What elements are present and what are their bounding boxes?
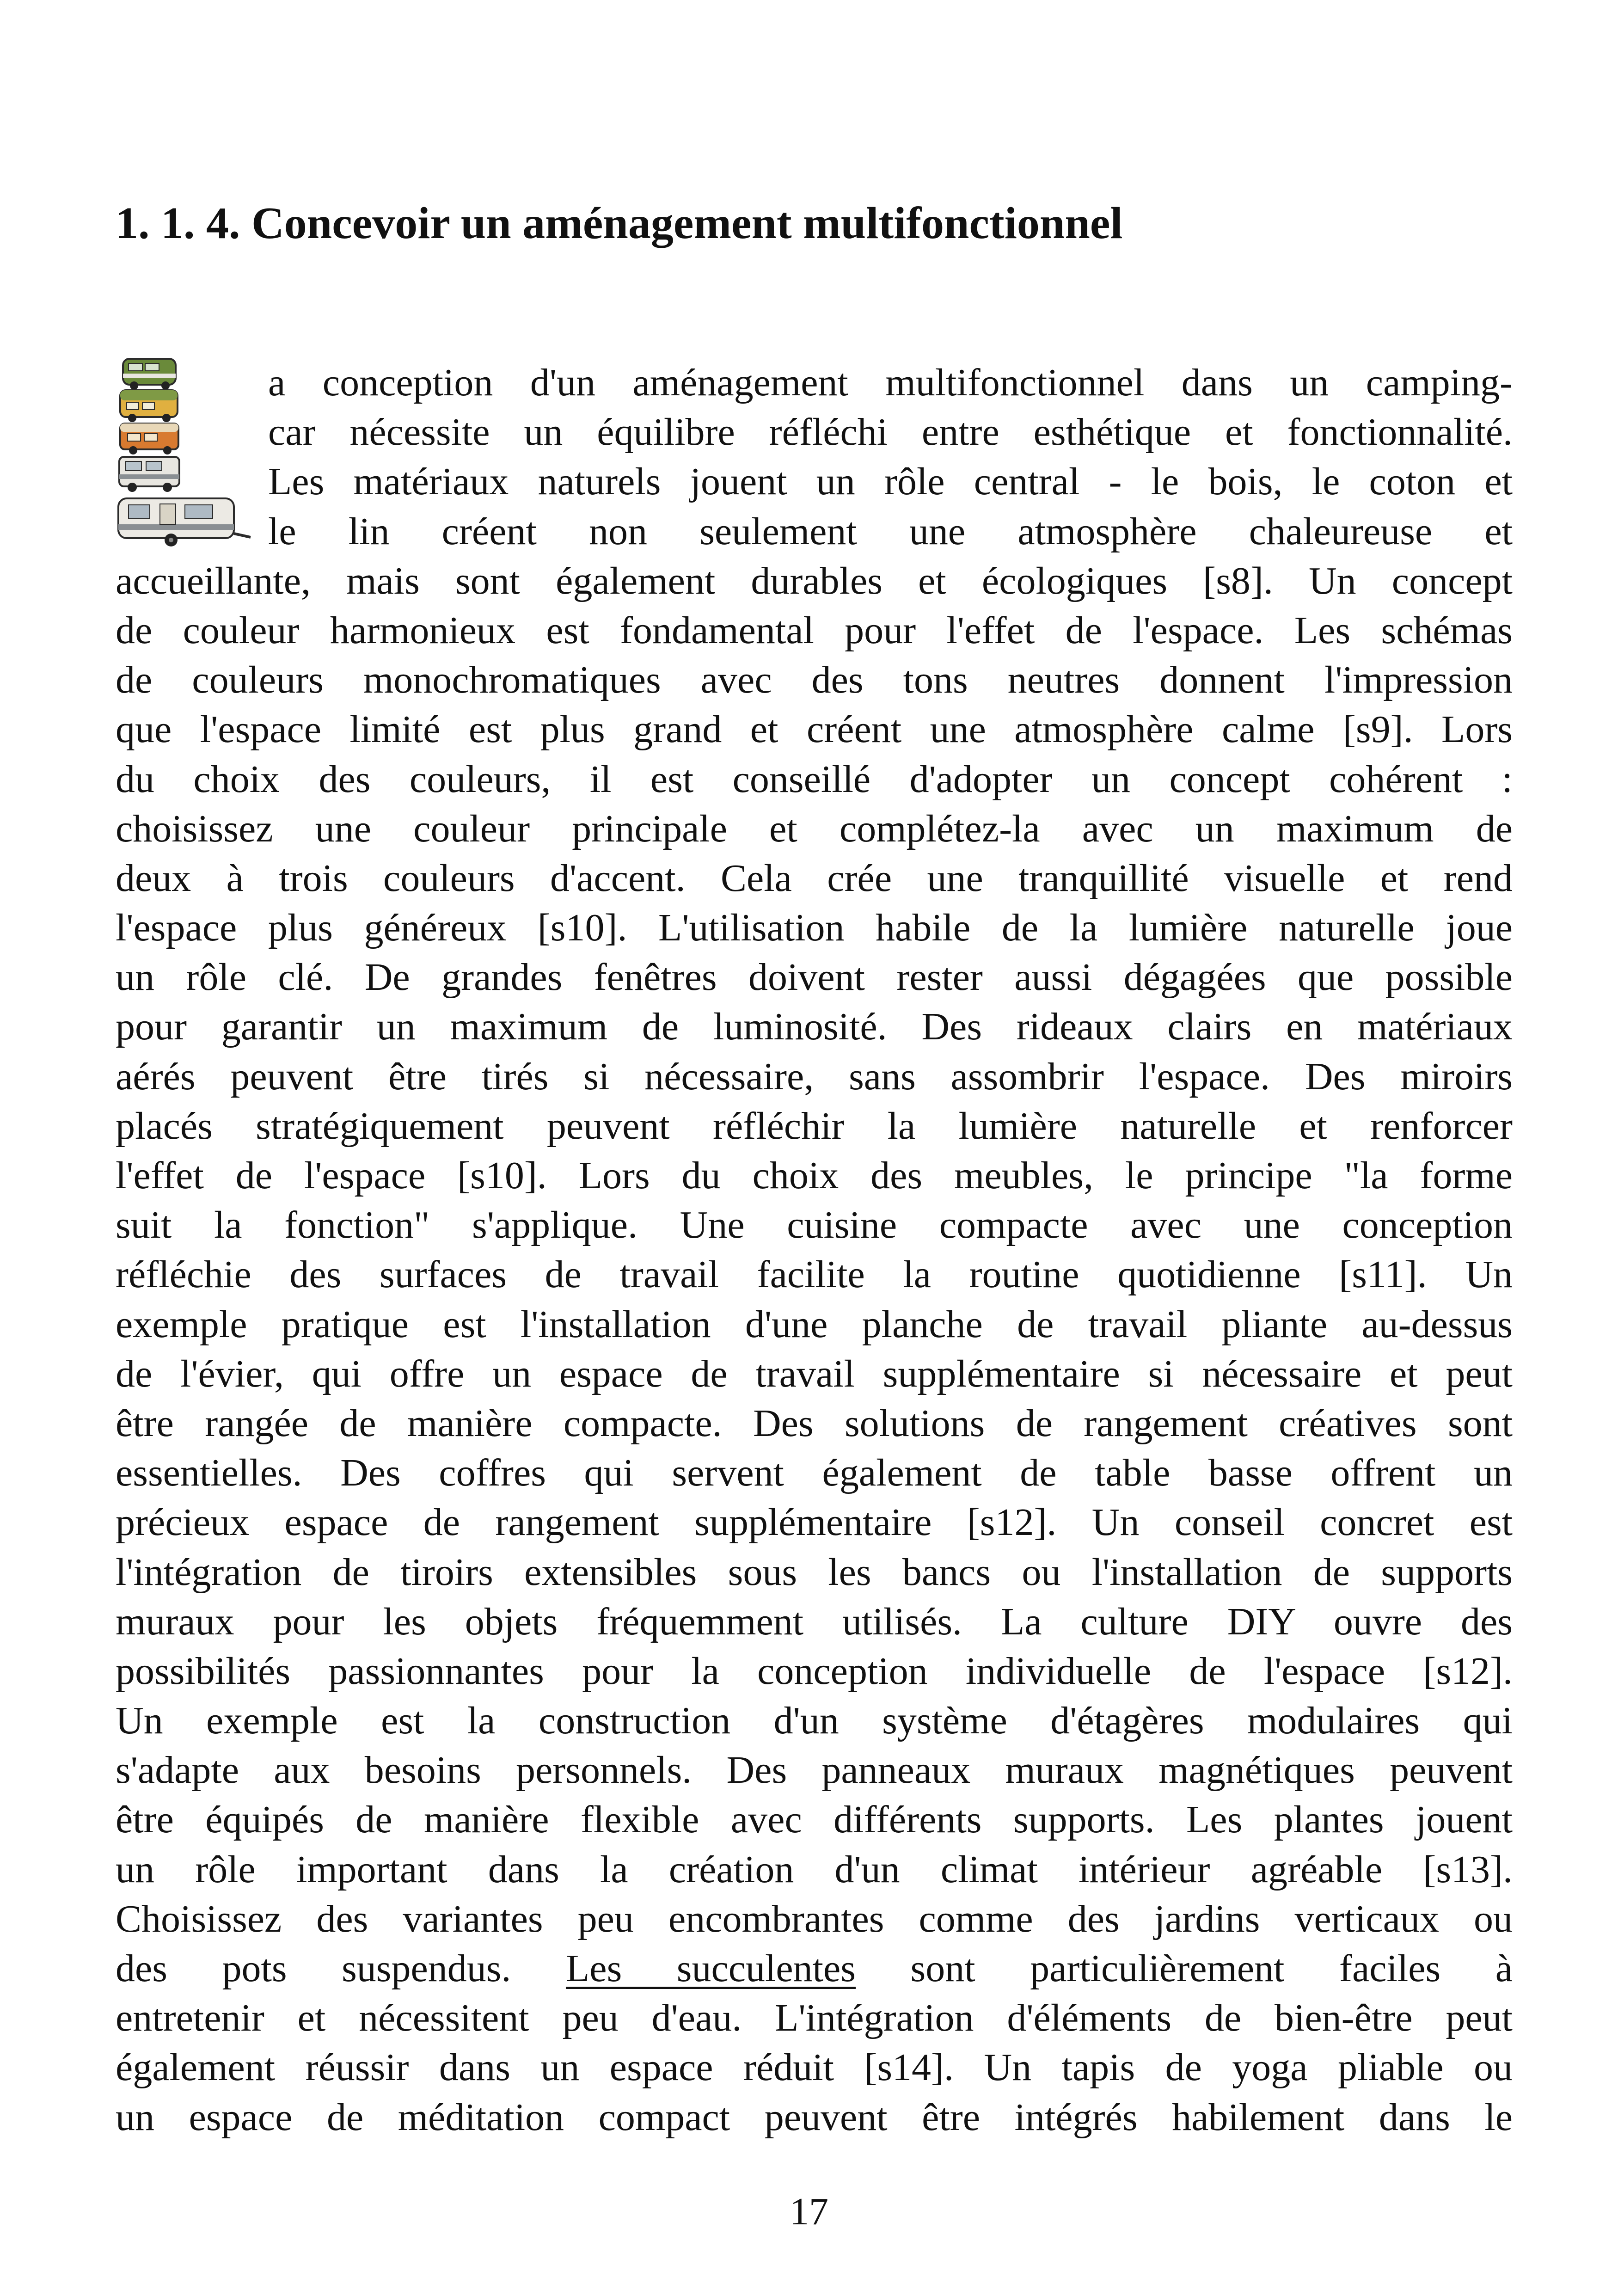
text-line: entretenir et nécessitent peu d'eau. L'intégration d'éléments de bien-être peut [116,1996,1513,2040]
text-line: un rôle clé. De grandes fenêtres doivent rester aussi dégagées que possible [116,956,1513,999]
text-line: placés stratégiquement peuvent réfléchir la lumière naturelle et renforcer [116,1104,1513,1148]
text-line: possibilités passionnantes pour la conception individuelle de l'espace [s12]. [116,1649,1513,1693]
text-line: être rangée de manière compacte. Des solutions de rangement créatives sont [116,1401,1513,1445]
section-heading: 1. 1. 4. Concevoir un aménagement multifonctionnel [116,198,1123,248]
text-line: car nécessite un équilibre réfléchi entre esthétique et fonctionnalité. [268,411,1513,454]
text-line: suit la fonction" s'applique. Une cuisine compacte avec une conception [116,1203,1513,1247]
text-line: deux à trois couleurs d'accent. Cela crée une tranquillité visuelle et rend [116,856,1513,900]
body-paragraph [116,358,1513,2142]
text-line: l'effet de l'espace [s10]. Lors du choix des meubles, le principe "la forme [116,1154,1513,1197]
page-number: 17 [790,2190,828,2233]
text-line-with-link [116,1944,1513,1993]
text-line: s'adapte aux besoins personnels. Des panneaux muraux magnétiques peuvent [116,1749,1513,1792]
text-line: l'intégration de tiroirs extensibles sous les bancs ou l'installation de supports [116,1550,1513,1594]
text-line: choisissez une couleur principale et complétez-la avec un maximum de [116,807,1513,850]
text-line: exemple pratique est l'installation d'une planche de travail pliante au-dessus [116,1302,1513,1346]
text-segment: des pots suspendus. [116,1947,511,1990]
text-segment: sont particulièrement faciles à [910,1947,1513,1990]
text-line: muraux pour les objets fréquemment utilisés. La culture DIY ouvre des [116,1600,1513,1643]
text-line: accueillante, mais sont également durables et écologiques [s8]. Un concept [116,559,1513,602]
text-line: a conception d'un aménagement multifonctionnel dans un camping- [268,361,1513,404]
text-line: également réussir dans un espace réduit [s14]. Un tapis de yoga pliable ou [116,2046,1513,2089]
succulentes-link[interactable]: Les succulentes [565,1947,856,1990]
text-line: de couleurs monochromatiques avec des tons neutres donnent l'impression [116,658,1513,702]
text-line: l'espace plus généreux [s10]. L'utilisation habile de la lumière naturelle joue [116,906,1513,950]
text-line: Choisissez des variantes peu encombrantes comme des jardins verticaux ou [116,1897,1513,1940]
text-line: Les matériaux naturels jouent un rôle central - le bois, le coton et [268,460,1513,503]
text-line: un espace de méditation compact peuvent être intégrés habilement dans le [116,2095,1513,2139]
text-line: essentielles. Des coffres qui servent également de table basse offrent un [116,1451,1513,1495]
text-line: précieux espace de rangement supplémentaire [s12]. Un conseil concret est [116,1501,1513,1544]
text-line: Un exemple est la construction d'un système d'étagères modulaires qui [116,1699,1513,1743]
text-line: que l'espace limité est plus grand et créent une atmosphère calme [s9]. Lors [116,708,1513,751]
text-line: être équipés de manière flexible avec différents supports. Les plantes jouent [116,1798,1513,1842]
text-line: aérés peuvent être tirés si nécessaire, sans assombrir l'espace. Des miroirs [116,1055,1513,1098]
text-line: un rôle important dans la création d'un climat intérieur agréable [s13]. [116,1848,1513,1891]
text-line: du choix des couleurs, il est conseillé d'adopter un concept cohérent : [116,757,1513,801]
text-line: réfléchie des surfaces de travail facilite la routine quotidienne [s11]. Un [116,1253,1513,1296]
text-line: pour garantir un maximum de luminosité. Des rideaux clairs en matériaux [116,1005,1513,1049]
text-line: de l'évier, qui offre un espace de travail supplémentaire si nécessaire et peut [116,1352,1513,1395]
text-line: le lin créent non seulement une atmosphère chaleureuse et [268,510,1513,553]
text-line: de couleur harmonieux est fondamental pour l'effet de l'espace. Les schémas [116,608,1513,652]
